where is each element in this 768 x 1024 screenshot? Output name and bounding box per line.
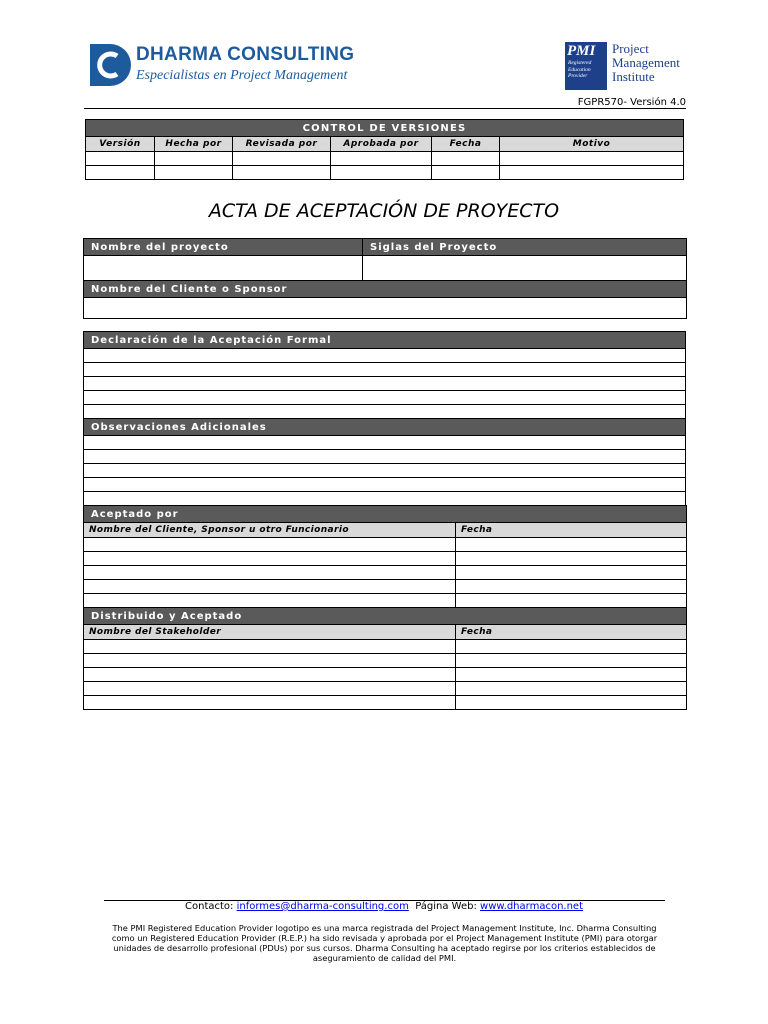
website-link[interactable]: www.dharmacon.net bbox=[480, 901, 583, 912]
reason-cell[interactable] bbox=[500, 166, 684, 180]
stakeholder-name-col: Nombre del Stakeholder bbox=[84, 625, 456, 640]
pmi-letters: PMI bbox=[567, 43, 596, 59]
acceptor-name-cell[interactable] bbox=[84, 566, 456, 580]
project-info-table bbox=[83, 238, 687, 319]
table-row bbox=[84, 580, 687, 594]
table-row bbox=[86, 166, 684, 180]
pmi-badge bbox=[565, 42, 607, 90]
stakeholder-date-cell[interactable] bbox=[456, 654, 687, 668]
made-by-cell[interactable] bbox=[155, 152, 233, 166]
version-control-table bbox=[85, 119, 684, 180]
pmi-name-line: Institute bbox=[612, 69, 655, 84]
contact-email-link[interactable]: informes@dharma-consulting.com bbox=[236, 901, 409, 912]
acceptance-date-cell[interactable] bbox=[456, 552, 687, 566]
stakeholder-date-cell[interactable] bbox=[456, 668, 687, 682]
accepted-by-title: Aceptado por bbox=[84, 506, 687, 523]
stakeholder-date-cell[interactable] bbox=[456, 696, 687, 710]
pmi-institute-name bbox=[612, 42, 680, 84]
observation-line[interactable] bbox=[84, 450, 686, 464]
col-date: Fecha bbox=[432, 137, 500, 152]
client-name-field[interactable] bbox=[84, 298, 687, 319]
observation-line[interactable] bbox=[84, 492, 686, 506]
stakeholder-date-col: Fecha bbox=[456, 625, 687, 640]
observation-line[interactable] bbox=[84, 478, 686, 492]
project-acronym-field[interactable] bbox=[363, 256, 687, 281]
acceptor-name-cell[interactable] bbox=[84, 538, 456, 552]
declaration-line[interactable] bbox=[84, 349, 686, 363]
observation-line[interactable] bbox=[84, 436, 686, 450]
contact-label: Contacto: bbox=[185, 901, 234, 912]
stakeholder-name-cell[interactable] bbox=[84, 640, 456, 654]
footer-contact bbox=[0, 901, 768, 912]
accepted-by-table bbox=[83, 505, 687, 710]
date-cell[interactable] bbox=[432, 152, 500, 166]
web-label: Página Web: bbox=[415, 901, 477, 912]
header-divider bbox=[84, 108, 686, 109]
declaration-table bbox=[83, 331, 686, 506]
col-version: Versión bbox=[86, 137, 155, 152]
company-tagline: Especialistas en Project Management bbox=[136, 68, 348, 83]
table-row bbox=[86, 152, 684, 166]
table-row bbox=[84, 696, 687, 710]
acceptance-date-cell[interactable] bbox=[456, 594, 687, 608]
accepted-date-col: Fecha bbox=[456, 523, 687, 538]
stakeholder-name-cell[interactable] bbox=[84, 682, 456, 696]
acceptance-date-cell[interactable] bbox=[456, 538, 687, 552]
pmi-rep-text: Registered Education Provider bbox=[568, 60, 592, 79]
form-code: FGPR570- Versión 4.0 bbox=[577, 97, 686, 108]
stakeholder-date-cell[interactable] bbox=[456, 640, 687, 654]
declaration-line[interactable] bbox=[84, 391, 686, 405]
acceptance-date-cell[interactable] bbox=[456, 566, 687, 580]
date-cell[interactable] bbox=[432, 166, 500, 180]
legal-notice: The PMI Registered Education Provider logotipo es una marca registrada del Project Management Institute, Inc. Dharma Consulting como un Registered Education Provider (R.E.P.) ha sido revisada y aprobada por el Project Management Institute (PMI) para otorgar unidades de desarrollo profesional (PDUs) por sus cursos. Dharma Consulting ha aceptado regirse por los criterios establecidos de aseguramiento de calidad del PMI. bbox=[111, 923, 658, 963]
approved-by-cell[interactable] bbox=[331, 152, 432, 166]
dharma-consulting-logo bbox=[88, 42, 358, 92]
table-row bbox=[84, 654, 687, 668]
observation-line[interactable] bbox=[84, 464, 686, 478]
acceptor-name-cell[interactable] bbox=[84, 594, 456, 608]
version-control-title: CONTROL DE VERSIONES bbox=[86, 120, 684, 137]
project-name-field[interactable] bbox=[84, 256, 363, 281]
stakeholder-name-cell[interactable] bbox=[84, 654, 456, 668]
acceptor-name-cell[interactable] bbox=[84, 580, 456, 594]
pmi-name-line: Management bbox=[612, 55, 680, 70]
acceptor-name-cell[interactable] bbox=[84, 552, 456, 566]
table-row bbox=[84, 566, 687, 580]
table-row bbox=[84, 668, 687, 682]
approved-by-cell[interactable] bbox=[331, 166, 432, 180]
accepted-name-col: Nombre del Cliente, Sponsor u otro Funcionario bbox=[84, 523, 456, 538]
table-row bbox=[84, 682, 687, 696]
made-by-cell[interactable] bbox=[155, 166, 233, 180]
stakeholder-name-cell[interactable] bbox=[84, 696, 456, 710]
reviewed-by-cell[interactable] bbox=[233, 166, 331, 180]
distributed-title: Distribuido y Aceptado bbox=[84, 608, 687, 625]
col-made-by: Hecha por bbox=[155, 137, 233, 152]
reviewed-by-cell[interactable] bbox=[233, 152, 331, 166]
reason-cell[interactable] bbox=[500, 152, 684, 166]
col-reason: Motivo bbox=[500, 137, 684, 152]
table-row bbox=[84, 552, 687, 566]
table-row bbox=[84, 594, 687, 608]
dharma-logo-icon bbox=[88, 42, 132, 88]
client-name-label: Nombre del Cliente o Sponsor bbox=[84, 281, 687, 298]
declaration-line[interactable] bbox=[84, 405, 686, 419]
pmi-logo bbox=[565, 42, 685, 92]
project-acronym-label: Siglas del Proyecto bbox=[363, 239, 687, 256]
declaration-line[interactable] bbox=[84, 363, 686, 377]
table-row bbox=[84, 640, 687, 654]
acceptance-date-cell[interactable] bbox=[456, 580, 687, 594]
declaration-title: Declaración de la Aceptación Formal bbox=[84, 332, 686, 349]
col-approved-by: Aprobada por bbox=[331, 137, 432, 152]
document-title: ACTA DE ACEPTACIÓN DE PROYECTO bbox=[208, 200, 560, 222]
company-name: DHARMA CONSULTING bbox=[136, 44, 355, 65]
version-cell[interactable] bbox=[86, 166, 155, 180]
pmi-name-line: Project bbox=[612, 41, 649, 56]
observations-title: Observaciones Adicionales bbox=[84, 419, 686, 436]
table-row bbox=[84, 538, 687, 552]
stakeholder-date-cell[interactable] bbox=[456, 682, 687, 696]
col-reviewed-by: Revisada por bbox=[233, 137, 331, 152]
declaration-line[interactable] bbox=[84, 377, 686, 391]
stakeholder-name-cell[interactable] bbox=[84, 668, 456, 682]
version-cell[interactable] bbox=[86, 152, 155, 166]
project-name-label: Nombre del proyecto bbox=[84, 239, 363, 256]
